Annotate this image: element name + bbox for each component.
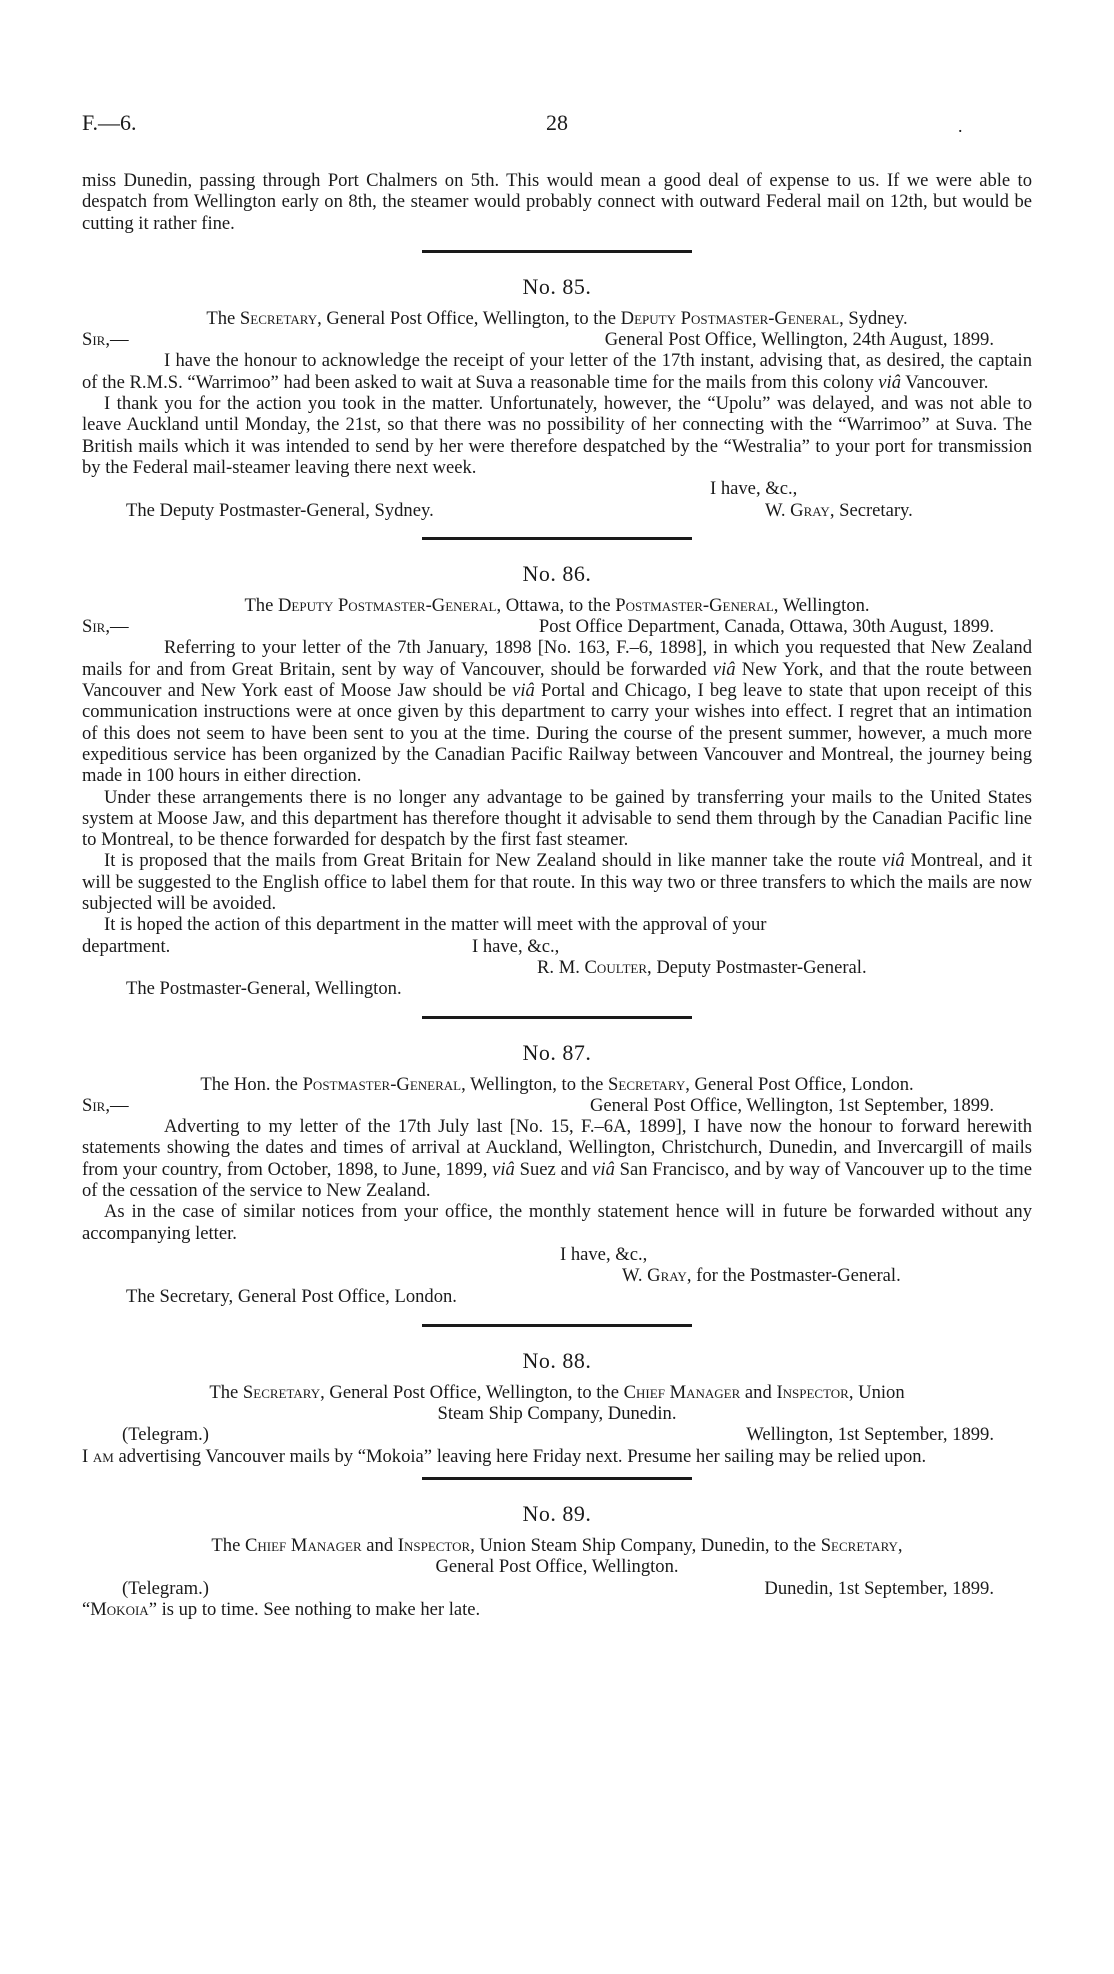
place-date: Post Office Department, Canada, Ottawa, 30th August, 1899. [538, 616, 994, 638]
letter-number: No. 85. [522, 273, 592, 299]
letter-number: No. 89. [522, 1500, 592, 1526]
continued-paragraph: miss Dunedin, passing through Port Chalmers on 5th. This would mean a good deal of expense to us. If we were able to despatch from Wellington early on 8th, the steamer would probably connect with outward Federal mail on 12th, but would be cutting it rather fine. [82, 170, 1032, 234]
letter-address-continued: Steam Ship Company, Dunedin. [437, 1403, 677, 1425]
letter-address-continued: General Post Office, Wellington. [435, 1556, 679, 1578]
signature: W. Gray, for the Postmaster-General. [622, 1265, 901, 1287]
salutation-row [82, 1095, 1032, 1116]
place-date: General Post Office, Wellington, 24th August, 1899. [604, 329, 994, 351]
letter-address: The Hon. the Postmaster-General, Wellington, to the Secretary, General Post Office, London. [200, 1073, 914, 1095]
recipient-row [82, 978, 1032, 999]
letter-address: The Secretary, General Post Office, Wellington, to the Chief Manager and Inspector, Union [209, 1381, 905, 1403]
section-rule [422, 1016, 692, 1019]
telegram-row [82, 1578, 1032, 1599]
document-body [82, 170, 1032, 1620]
closing: I have, &c., [472, 935, 560, 957]
recipient: The Secretary, General Post Office, London. [126, 1286, 457, 1308]
page-mark: . [958, 116, 963, 136]
closing-row [82, 478, 1032, 499]
letter-address: The Deputy Postmaster-General, Ottawa, to the Postmaster-General, Wellington. [244, 594, 870, 616]
recipient: The Deputy Postmaster-General, Sydney. [126, 499, 434, 521]
letter-paragraph: As in the case of similar notices from your office, the monthly statement hence will in future be forwarded without any accompanying letter. [82, 1201, 1032, 1244]
closing: I have, &c., [710, 478, 798, 500]
telegram-text: I am advertising Vancouver mails by “Mokoia” leaving here Friday next. Presume her sailing may be relied upon. [82, 1445, 927, 1467]
salutation-row [82, 616, 1032, 637]
letter-paragraph: I have the honour to acknowledge the receipt of your letter of the 17th instant, advising that, as desired, the captain of the R.M.S. “Warrimoo” had been asked to wait at Suva a reasonable time for the mails from this colony viâ Vancouver. [82, 350, 1032, 393]
telegram-label: (Telegram.) [122, 1424, 209, 1446]
letter-number: No. 86. [522, 560, 592, 586]
closing-row [82, 1244, 1032, 1265]
letter-paragraph: Under these arrangements there is no longer any advantage to be gained by transferring your mails to the United States system at Moose Jaw, and this department has therefore thought it advisable to send them through by the Canadian Pacific line to Montreal, to be thence forwarded for despatch by the first fast steamer. [82, 786, 1032, 851]
letter-paragraph: I thank you for the action you took in the matter. Unfortunately, however, the “Upolu” was delayed, and was not able to leave Auckland until Monday, the 21st, so that there was no possibility of her connecting with the “Warrimoo” at Suva. The British mails which it was intended to send by her were therefore despatched by the “Westralia” to your port for transmission by the Federal mail-steamer leaving there next week. [82, 393, 1032, 478]
letter-paragraph: Adverting to my letter of the 17th July last [No. 15, F.–6A, 1899], I have now the honour to forward herewith statements showing the dates and times of arrival at Auckland, Wellington, Christchurch, Dunedin, and Invercargill of mails from your country, from October, 1898, to June, 1899, viâ Suez and viâ San Francisco, and by way of Vancouver up to the time of the cessation of the service to New Zealand. [82, 1116, 1032, 1201]
letter-paragraph: Referring to your letter of the 7th January, 1898 [No. 163, F.–6, 1898], in which you requested that New Zealand mails for and from Great Britain, sent by way of Vancouver, should be forwarded viâ New York, and that the route between Vancouver and New York east of Moose Jaw should be viâ Portal and Chicago, I beg leave to state that upon receipt of this communication instructions were at once given by this department to carry your wishes into effect. I regret that an intimation of this does not seem to have been sent to you at the time. During the course of the present summer, however, a much more expeditious service has been organized by the Canadian Pacific Railway between Vancouver and Montreal, the journey being made in 100 hours in either direction. [82, 637, 1032, 787]
signature: R. M. Coulter, Deputy Postmaster-General. [537, 956, 867, 978]
letter-number: No. 87. [522, 1039, 592, 1065]
place-date: General Post Office, Wellington, 1st September, 1899. [590, 1094, 994, 1116]
place-date: Dunedin, 1st September, 1899. [764, 1577, 994, 1599]
letter-paragraph: It is proposed that the mails from Great Britain for New Zealand should in like manner take the route viâ Montreal, and it will be suggested to the English office to label them for that route. In this way two or three transfers to which the mails are now subjected will be avoided. [82, 850, 1032, 915]
recipient: The Postmaster-General, Wellington. [126, 978, 402, 1000]
letter-number: No. 88. [522, 1347, 592, 1373]
letter-address: The Secretary, General Post Office, Wellington, to the Deputy Postmaster-General, Sydney. [206, 307, 908, 329]
salutation: Sir,— [82, 1094, 129, 1116]
salutation: Sir,— [82, 329, 129, 351]
telegram-label: (Telegram.) [122, 1577, 209, 1599]
closing-row [82, 936, 1032, 957]
letter-address: The Chief Manager and Inspector, Union Steam Ship Company, Dunedin, to the Secretary, [211, 1534, 903, 1556]
section-rule [422, 1477, 692, 1480]
salutation: Sir,— [82, 616, 129, 638]
section-rule [422, 1324, 692, 1327]
telegram-text: “Mokoia” is up to time. See nothing to make her late. [82, 1598, 481, 1620]
section-rule [422, 537, 692, 540]
recipient-row [82, 1286, 1032, 1307]
salutation-row [82, 329, 1032, 350]
telegram-row [82, 1424, 1032, 1445]
signature-row [82, 957, 1032, 978]
page-number: 28 [546, 110, 568, 135]
place-date: Wellington, 1st September, 1899. [746, 1424, 994, 1446]
section-rule [422, 250, 692, 253]
letter-paragraph: It is hoped the action of this department in the matter will meet with the approval of your [104, 914, 767, 936]
signature-row [82, 500, 1032, 521]
signature-row [82, 1265, 1032, 1286]
paragraph-end: department. [82, 935, 171, 957]
closing: I have, &c., [560, 1243, 648, 1265]
page-header-ref: F.—6. [82, 110, 137, 135]
signature: W. Gray, Secretary. [765, 499, 913, 521]
